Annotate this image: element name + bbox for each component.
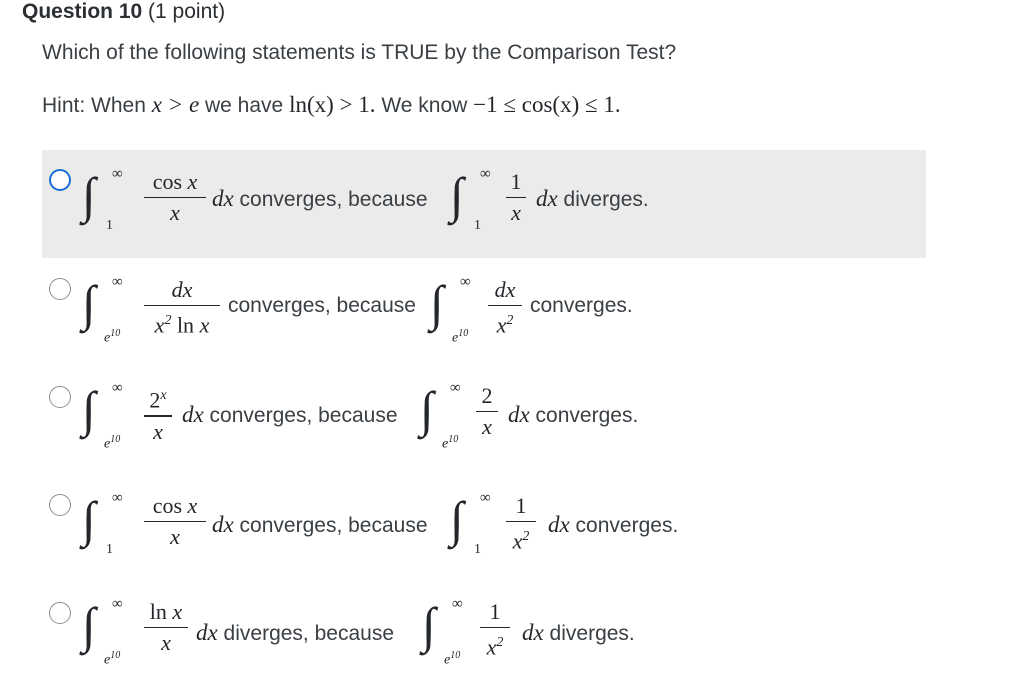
fraction-numerator: cos x bbox=[152, 169, 198, 194]
fraction-numerator: 1 bbox=[489, 599, 501, 624]
integral-sign: ∫ bbox=[82, 491, 96, 547]
fraction-bar bbox=[488, 305, 522, 306]
integral-lower-limit: 1 bbox=[106, 218, 113, 233]
answer-option-1[interactable] bbox=[42, 150, 926, 258]
fraction-numerator: dx bbox=[171, 277, 193, 302]
integral-lower-limit: $e^{10}$ bbox=[104, 434, 121, 452]
radio-button-4[interactable] bbox=[49, 494, 71, 516]
radio-button-1[interactable] bbox=[49, 169, 71, 191]
hint-prefix: Hint: When bbox=[42, 94, 146, 117]
fraction-5a bbox=[144, 600, 188, 655]
integral-upper-limit: ∞ bbox=[450, 380, 461, 396]
option-text-5a: dx diverges, because bbox=[196, 620, 394, 645]
fraction-2a bbox=[144, 278, 220, 338]
integral-upper-limit: ∞ bbox=[112, 596, 123, 612]
option-text-3a: dx converges, because bbox=[182, 402, 398, 427]
integral-sign: ∫ bbox=[82, 275, 96, 331]
radio-button-5[interactable] bbox=[49, 602, 71, 624]
fraction-3b bbox=[476, 384, 498, 439]
fraction-denominator: x bbox=[170, 200, 180, 226]
integral-sign: ∫ bbox=[430, 275, 444, 331]
integral-upper-limit: ∞ bbox=[112, 490, 123, 506]
integral-lower-limit: 1 bbox=[474, 542, 481, 557]
fraction-4b bbox=[506, 494, 536, 554]
hint-mid: we have bbox=[205, 94, 284, 117]
integral-lower-limit: $e^{10}$ bbox=[444, 650, 461, 668]
fraction-bar bbox=[144, 627, 188, 628]
integral-sign: ∫ bbox=[82, 167, 96, 223]
fraction-bar bbox=[144, 521, 206, 522]
fraction-numerator: 2$^x$ bbox=[149, 387, 167, 413]
integral-sign: ∫ bbox=[82, 597, 96, 653]
question-prompt: Which of the following statements is TRUE by the Comparison Test? bbox=[42, 41, 677, 64]
fraction-denominator: $x^2$ bbox=[496, 312, 514, 338]
integral-upper-limit: ∞ bbox=[480, 490, 491, 506]
option-text-5b: dx diverges. bbox=[522, 620, 635, 645]
integral-upper-limit: ∞ bbox=[112, 380, 123, 396]
fraction-denominator: x bbox=[482, 414, 492, 440]
option-text-4b: dx converges. bbox=[548, 512, 679, 537]
integral-upper-limit: ∞ bbox=[480, 166, 491, 182]
fraction-1b bbox=[506, 170, 526, 225]
option-text-2b: converges. bbox=[530, 294, 633, 317]
integral-sign: ∫ bbox=[450, 167, 464, 223]
question-number: Question 10 bbox=[22, 0, 143, 23]
hint-math-condition: x > e bbox=[151, 92, 200, 117]
fraction-denominator: x bbox=[511, 200, 521, 226]
fraction-numerator: cos x bbox=[152, 493, 198, 518]
integral-lower-limit: $e^{10}$ bbox=[442, 434, 459, 452]
fraction-3a bbox=[144, 384, 172, 444]
integral-upper-limit: ∞ bbox=[460, 274, 471, 290]
fraction-1a bbox=[144, 170, 206, 225]
hint-mid2: We know bbox=[381, 94, 468, 117]
question-header bbox=[22, 0, 225, 24]
fraction-numerator: 1 bbox=[510, 169, 522, 194]
fraction-denominator: x bbox=[161, 630, 171, 656]
integral-sign: ∫ bbox=[450, 491, 464, 547]
integral-lower-limit: $e^{10}$ bbox=[452, 328, 469, 346]
radio-button-3[interactable] bbox=[49, 386, 71, 408]
fraction-bar bbox=[144, 305, 220, 306]
hint bbox=[42, 92, 621, 118]
fraction-2b bbox=[488, 278, 522, 338]
integral-lower-limit: 1 bbox=[106, 542, 113, 557]
answer-option-3[interactable] bbox=[42, 366, 926, 474]
fraction-numerator: dx bbox=[494, 277, 516, 302]
fraction-bar bbox=[476, 411, 498, 412]
fraction-denominator: $x^2$ ln x bbox=[154, 312, 210, 338]
fraction-5b bbox=[480, 600, 510, 660]
fraction-bar bbox=[144, 197, 206, 198]
integral-sign: ∫ bbox=[82, 381, 96, 437]
option-text-2a: converges, because bbox=[228, 294, 416, 317]
integral-upper-limit: ∞ bbox=[112, 166, 123, 182]
fraction-bar bbox=[480, 627, 510, 628]
radio-button-2[interactable] bbox=[49, 278, 71, 300]
answer-option-4[interactable] bbox=[42, 474, 926, 582]
integral-lower-limit: 1 bbox=[474, 218, 481, 233]
option-text-3b: dx converges. bbox=[508, 402, 639, 427]
answer-option-2[interactable] bbox=[42, 258, 926, 366]
fraction-denominator: $x^2$ bbox=[486, 634, 504, 660]
fraction-bar bbox=[506, 521, 536, 522]
integral-lower-limit: $e^{10}$ bbox=[104, 650, 121, 668]
option-text-1a: dx converges, because bbox=[212, 186, 428, 211]
option-text-4a: dx converges, because bbox=[212, 512, 428, 537]
integral-upper-limit: ∞ bbox=[112, 274, 123, 290]
fraction-bar bbox=[144, 415, 172, 416]
option-text-1b: dx diverges. bbox=[536, 186, 649, 211]
fraction-denominator: x bbox=[153, 418, 163, 444]
fraction-numerator: 1 bbox=[515, 493, 527, 518]
integral-sign: ∫ bbox=[420, 381, 434, 437]
hint-math-ln: ln(x) > 1. bbox=[289, 92, 376, 117]
fraction-bar bbox=[506, 197, 526, 198]
hint-math-cos: −1 ≤ cos(x) ≤ 1. bbox=[473, 92, 621, 117]
fraction-numerator: ln x bbox=[149, 599, 183, 624]
integral-lower-limit: $e^{10}$ bbox=[104, 328, 121, 346]
fraction-numerator: 2 bbox=[481, 383, 493, 408]
fraction-denominator: $x^2$ bbox=[512, 528, 530, 554]
fraction-4a bbox=[144, 494, 206, 549]
question-points: (1 point) bbox=[148, 0, 226, 23]
fraction-denominator: x bbox=[170, 524, 180, 550]
integral-upper-limit: ∞ bbox=[452, 596, 463, 612]
integral-sign: ∫ bbox=[422, 597, 436, 653]
answer-option-5[interactable] bbox=[42, 582, 926, 686]
